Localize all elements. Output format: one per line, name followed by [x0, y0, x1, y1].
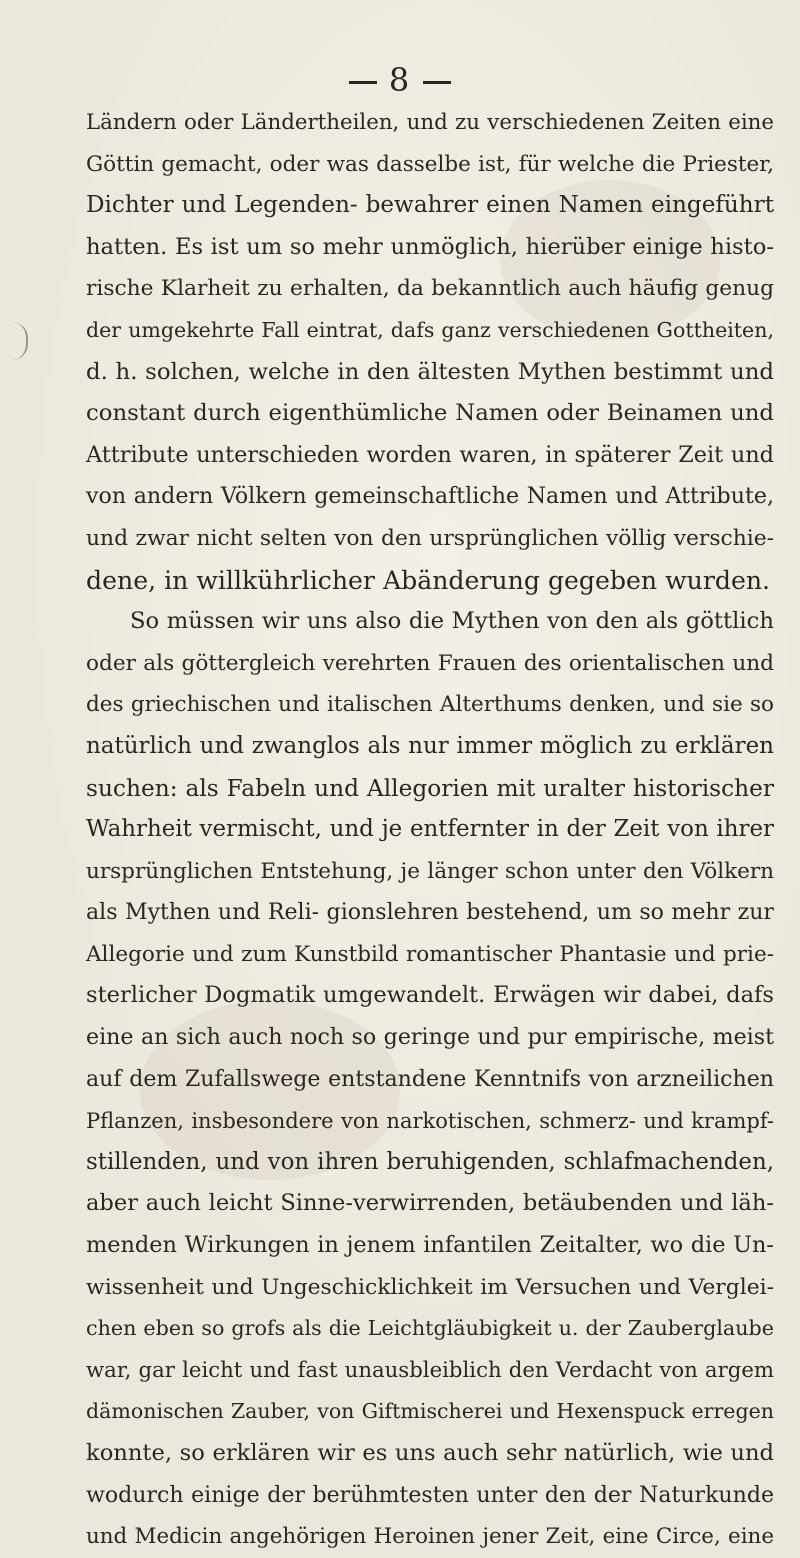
text-line: hatten. Es ist um so mehr unmöglich, hierüber einige histo-: [86, 233, 774, 260]
body-text: [86, 102, 774, 1558]
text-line: natürlich und zwanglos als nur immer möglich zu erklären: [86, 732, 774, 759]
text-line: und Medicin angehörigen Heroinen jener Zeit, eine Circe, eine: [86, 1524, 774, 1550]
page-number-value: 8: [388, 61, 412, 99]
text-line: Ländern oder Ländertheilen, und zu verschiedenen Zeiten eine: [86, 110, 774, 135]
text-line: wodurch einige der berühmtesten unter den der Naturkunde: [86, 1482, 774, 1508]
text-line: suchen: als Fabeln und Allegorien mit uralter historischer: [86, 774, 774, 802]
page-number: [0, 62, 800, 98]
text-line: ursprünglichen Entstehung, je länger schon unter den Völkern: [86, 858, 774, 884]
text-line: chen eben so grofs als die Leichtgläubigkeit u. der Zauberglaube: [86, 1316, 774, 1341]
text-line: aber auch leicht Sinne-verwirrenden, betäubenden und läh-: [86, 1190, 774, 1217]
text-line: und zwar nicht selten von den ursprünglichen völlig verschie-: [86, 525, 774, 551]
margin-mark: [12, 322, 28, 360]
text-line: d. h. solchen, welche in den ältesten Mythen bestimmt und: [86, 358, 774, 385]
text-line: menden Wirkungen in jenem infantilen Zeitalter, wo die Un-: [86, 1232, 774, 1259]
text-line: der umgekehrte Fall eintrat, dafs ganz verschiedenen Gottheiten,: [86, 317, 774, 342]
text-line: constant durch eigenthümliche Namen oder Beinamen und: [86, 400, 774, 427]
text-line: Pflanzen, insbesondere von narkotischen, schmerz- und krampf-: [86, 1108, 774, 1134]
text-line: stillenden, und von ihren beruhigenden, schlafmachenden,: [86, 1148, 774, 1175]
text-line: als Mythen und Reli- gionslehren bestehend, um so mehr zur: [86, 900, 774, 926]
text-line: eine an sich auch noch so geringe und pur empirische, meist: [86, 1024, 774, 1051]
text-line: auf dem Zufallswege entstandene Kenntnifs von arzneilichen: [86, 1066, 774, 1092]
text-line: Allegorie und zum Kunstbild romantischer Phantasie und prie-: [86, 941, 774, 967]
page-number-dash-right: [423, 81, 451, 84]
text-line: dämonischen Zauber, von Giftmischerei und Hexenspuck erregen: [86, 1399, 774, 1424]
text-line: von andern Völkern gemeinschaftliche Namen und Attribute,: [86, 483, 774, 510]
text-line: So müssen wir uns also die Mythen von den als göttlich: [130, 608, 774, 635]
text-line: war, gar leicht und fast unausbleiblich den Verdacht von argem: [86, 1357, 774, 1383]
text-line: Attribute unterschieden worden waren, in späterer Zeit und: [86, 441, 774, 468]
text-line: Göttin gemacht, oder was dasselbe ist, für welche die Priester,: [86, 151, 774, 177]
text-line: oder als göttergleich verehrten Frauen des orientalischen und: [86, 650, 774, 676]
text-line: sterlicher Dogmatik umgewandelt. Erwägen wir dabei, dafs: [86, 982, 774, 1009]
page-number-dash-left: [349, 81, 377, 84]
text-line: wissenheit und Ungeschicklichkeit im Versuchen und Verglei-: [86, 1274, 774, 1300]
text-line: Dichter und Legenden- bewahrer einen Namen eingeführt: [86, 192, 774, 219]
text-line: Wahrheit vermischt, und je entfernter in der Zeit von ihrer: [86, 816, 774, 843]
text-line: des griechischen und italischen Alterthums denken, und sie so: [86, 692, 774, 718]
text-line: konnte, so erklären wir es uns auch sehr natürlich, wie und: [86, 1440, 774, 1466]
text-line: dene, in willkührlicher Abänderung gegeben wurden.: [86, 565, 771, 595]
text-line: rische Klarheit zu erhalten, da bekanntlich auch häufig genug: [86, 276, 774, 302]
